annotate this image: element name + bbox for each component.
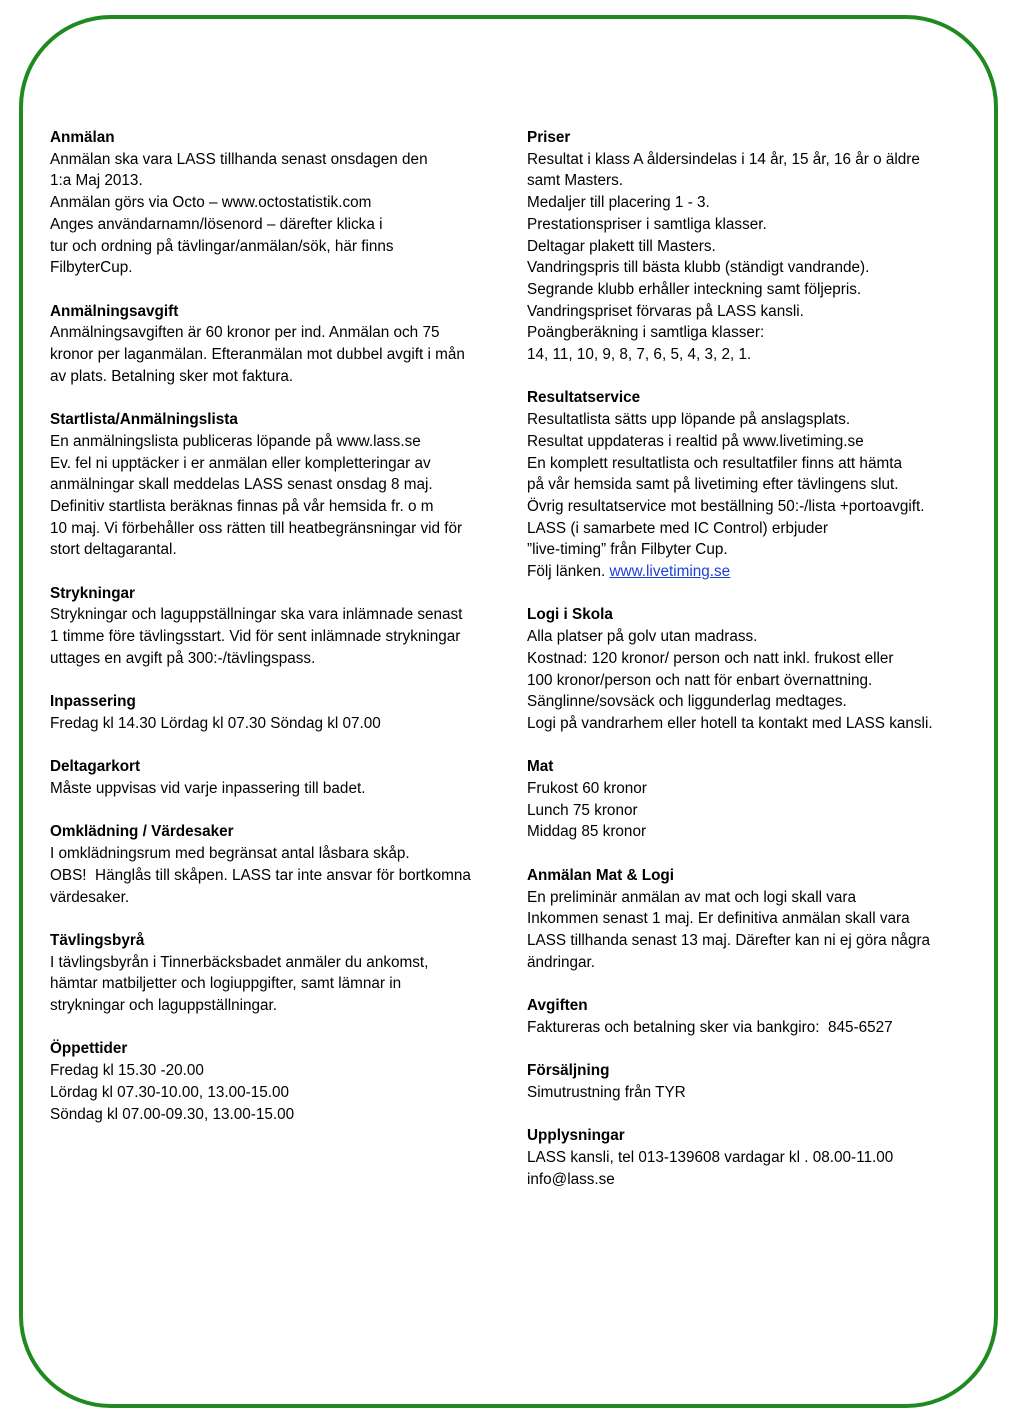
section-text-line: ändringar. — [527, 953, 596, 971]
section-text-line: samt Masters. — [527, 172, 624, 190]
section-heading: Inpassering — [50, 693, 136, 711]
section-heading: Mat — [527, 758, 554, 776]
section-heading: Öppettider — [50, 1040, 128, 1058]
section-text-line: hämtar matbiljetter och logiuppgifter, samt lämnar in — [50, 975, 402, 993]
section-text-line: tur och ordning på tävlingar/anmälan/sök, här finns — [50, 237, 394, 255]
left-column — [50, 127, 515, 1147]
section-text-line: Medaljer till placering 1 - 3. — [527, 194, 710, 212]
section-heading: Anmälan — [50, 129, 115, 146]
livetiming-link[interactable]: www.livetiming.se — [609, 563, 731, 581]
section-text-line: En anmälningslista publiceras löpande på www.lass.se — [50, 432, 421, 450]
section-priser — [527, 127, 987, 366]
section-heading: Startlista/Anmälningslista — [50, 411, 238, 429]
section-avgiften — [527, 995, 987, 1038]
section-anmalningsavgift — [50, 301, 515, 388]
section-text-line: 14, 11, 10, 9, 8, 7, 6, 5, 4, 3, 2, 1. — [527, 346, 752, 364]
section-text-line: Fredag kl 14.30 Lördag kl 07.30 Söndag kl 07.00 — [50, 714, 381, 732]
section-text-line: En preliminär anmälan av mat och logi skall vara — [527, 888, 857, 906]
section-text-line: Prestationspriser i samtliga klasser. — [527, 215, 767, 233]
section-text-line: Anges användarnamn/lösenord – därefter klicka i — [50, 215, 383, 233]
section-heading: Omklädning / Värdesaker — [50, 823, 234, 841]
section-text-line: En komplett resultatlista och resultatfiler finns att hämta — [527, 454, 902, 472]
section-heading: Tävlingsbyrå — [50, 931, 145, 949]
section-tavlingsbyra — [50, 930, 515, 1017]
section-text-line: Definitiv startlista beräknas finnas på vår hemsida fr. o m — [50, 497, 434, 515]
section-text-line: Ev. fel ni upptäcker i er anmälan eller kompletteringar av — [50, 454, 431, 472]
section-text-line: LASS kansli, tel 013-139608 vardagar kl . 08.00-11.00 — [527, 1148, 894, 1166]
section-text-line: Inkommen senast 1 maj. Er definitiva anmälan skall vara — [527, 910, 910, 928]
section-anmalan-mat-logi — [527, 865, 987, 974]
section-text-line: LASS (i samarbete med IC Control) erbjuder — [527, 519, 828, 537]
section-heading: Avgiften — [527, 997, 588, 1015]
section-text-line: Faktureras och betalning sker via bankgiro: 845-6527 — [527, 1018, 893, 1036]
section-text-line: Resultatlista sätts upp löpande på anslagsplats. — [527, 411, 851, 429]
section-omkladning-vardesaker — [50, 821, 515, 908]
section-forsaljning — [527, 1060, 987, 1103]
section-text-line: Vandringspriset förvaras på LASS kansli. — [527, 302, 804, 320]
section-text-line: Anmälan ska vara LASS tillhanda senast onsdagen den — [50, 150, 428, 168]
section-text-line: Fredag kl 15.30 -20.00 — [50, 1062, 204, 1080]
section-text-line: info@lass.se — [527, 1170, 615, 1188]
section-text-line: Logi på vandrarhem eller hotell ta kontakt med LASS kansli. — [527, 714, 933, 732]
section-text-line: ”live-timing” från Filbyter Cup. — [527, 541, 728, 559]
section-text-line: Anmälningsavgiften är 60 kronor per ind. Anmälan och 75 — [50, 324, 440, 342]
section-inpassering — [50, 691, 515, 734]
section-text-line: av plats. Betalning sker mot faktura. — [50, 367, 294, 385]
section-text-line: stort deltagarantal. — [50, 541, 177, 559]
section-text-line: 1:a Maj 2013. — [50, 172, 143, 190]
section-text-line: I tävlingsbyrån i Tinnerbäcksbadet anmäler du ankomst, — [50, 953, 429, 971]
section-text-line: Sänglinne/sovsäck och liggunderlag medtages. — [527, 693, 847, 711]
section-text-line: Strykningar och laguppställningar ska vara inlämnade senast — [50, 606, 463, 624]
section-text-line: anmälningar skall meddelas LASS senast onsdag 8 maj. — [50, 476, 433, 494]
section-text-line: på vår hemsida samt på livetiming efter tävlingens slut. — [527, 476, 899, 494]
section-startlista-anmalningslista — [50, 409, 515, 561]
section-text-line: Lördag kl 07.30-10.00, 13.00-15.00 — [50, 1083, 289, 1101]
section-text-line: värdesaker. — [50, 888, 130, 906]
section-text-line: FilbyterCup. — [50, 259, 133, 277]
section-resultatservice — [527, 387, 987, 582]
section-text-line: strykningar och laguppställningar. — [50, 997, 278, 1015]
section-heading: Upplysningar — [527, 1127, 625, 1145]
section-text-line: Resultat uppdateras i realtid på www.livetiming.se — [527, 432, 864, 450]
section-heading: Logi i Skola — [527, 606, 613, 624]
section-text-line: OBS! Hänglås till skåpen. LASS tar inte ansvar för bortkomna — [50, 866, 471, 884]
section-text-line: Poängberäkning i samtliga klasser: — [527, 324, 765, 342]
section-logi-i-skola — [527, 604, 987, 734]
section-text-line: uttages en avgift på 300:-/tävlingspass. — [50, 649, 316, 667]
section-oppettider — [50, 1038, 515, 1125]
section-strykningar — [50, 583, 515, 670]
section-text-line: Måste uppvisas vid varje inpassering till badet. — [50, 780, 366, 798]
section-anmalan — [50, 127, 515, 279]
section-text-line: Resultat i klass A åldersindelas i 14 år, 15 år, 16 år o äldre — [527, 150, 920, 168]
section-heading: Anmälningsavgift — [50, 302, 179, 320]
link-line — [527, 561, 987, 583]
section-text-line: Kostnad: 120 kronor/ person och natt inkl. frukost eller — [527, 649, 894, 667]
section-text-line: Anmälan görs via Octo – www.octostatistik.com — [50, 194, 372, 212]
section-heading: Resultatservice — [527, 389, 641, 407]
section-text-line: LASS tillhanda senast 13 maj. Därefter kan ni ej göra några — [527, 931, 931, 949]
section-text-line: Söndag kl 07.00-09.30, 13.00-15.00 — [50, 1105, 295, 1123]
section-text-line: Deltagar plakett till Masters. — [527, 237, 716, 255]
section-text-line: I omklädningsrum med begränsat antal låsbara skåp. — [50, 845, 410, 863]
section-text-line: Övrig resultatservice mot beställning 50:-/lista +portoavgift. — [527, 497, 925, 515]
section-text-line: 100 kronor/person och natt för enbart övernattning. — [527, 671, 873, 689]
section-heading: Deltagarkort — [50, 758, 141, 776]
right-column — [527, 127, 987, 1212]
section-text-line: kronor per laganmälan. Efteranmälan mot dubbel avgift i mån — [50, 346, 465, 364]
section-heading: Priser — [527, 129, 571, 146]
section-mat — [527, 756, 987, 843]
section-upplysningar — [527, 1125, 987, 1190]
section-text-line: Simutrustning från TYR — [527, 1083, 686, 1101]
section-text-line: Alla platser på golv utan madrass. — [527, 628, 758, 646]
section-text-line: Segrande klubb erhåller inteckning samt följepris. — [527, 280, 862, 298]
section-deltagarkort — [50, 756, 515, 799]
section-text-line: Vandringspris till bästa klubb (ständigt vandrande). — [527, 259, 870, 277]
section-text-line: Frukost 60 kronor — [527, 780, 647, 798]
section-text-line: Lunch 75 kronor — [527, 801, 638, 819]
section-text-line: 10 maj. Vi förbehåller oss rätten till heatbegränsningar vid för — [50, 519, 463, 537]
section-text-line: Middag 85 kronor — [527, 823, 647, 841]
section-heading: Anmälan Mat & Logi — [527, 866, 675, 884]
section-heading: Försäljning — [527, 1062, 610, 1080]
section-text-line: 1 timme före tävlingsstart. Vid för sent inlämnade strykningar — [50, 628, 461, 646]
section-heading: Strykningar — [50, 584, 136, 602]
link-prefix: Följ länken. — [527, 563, 610, 581]
